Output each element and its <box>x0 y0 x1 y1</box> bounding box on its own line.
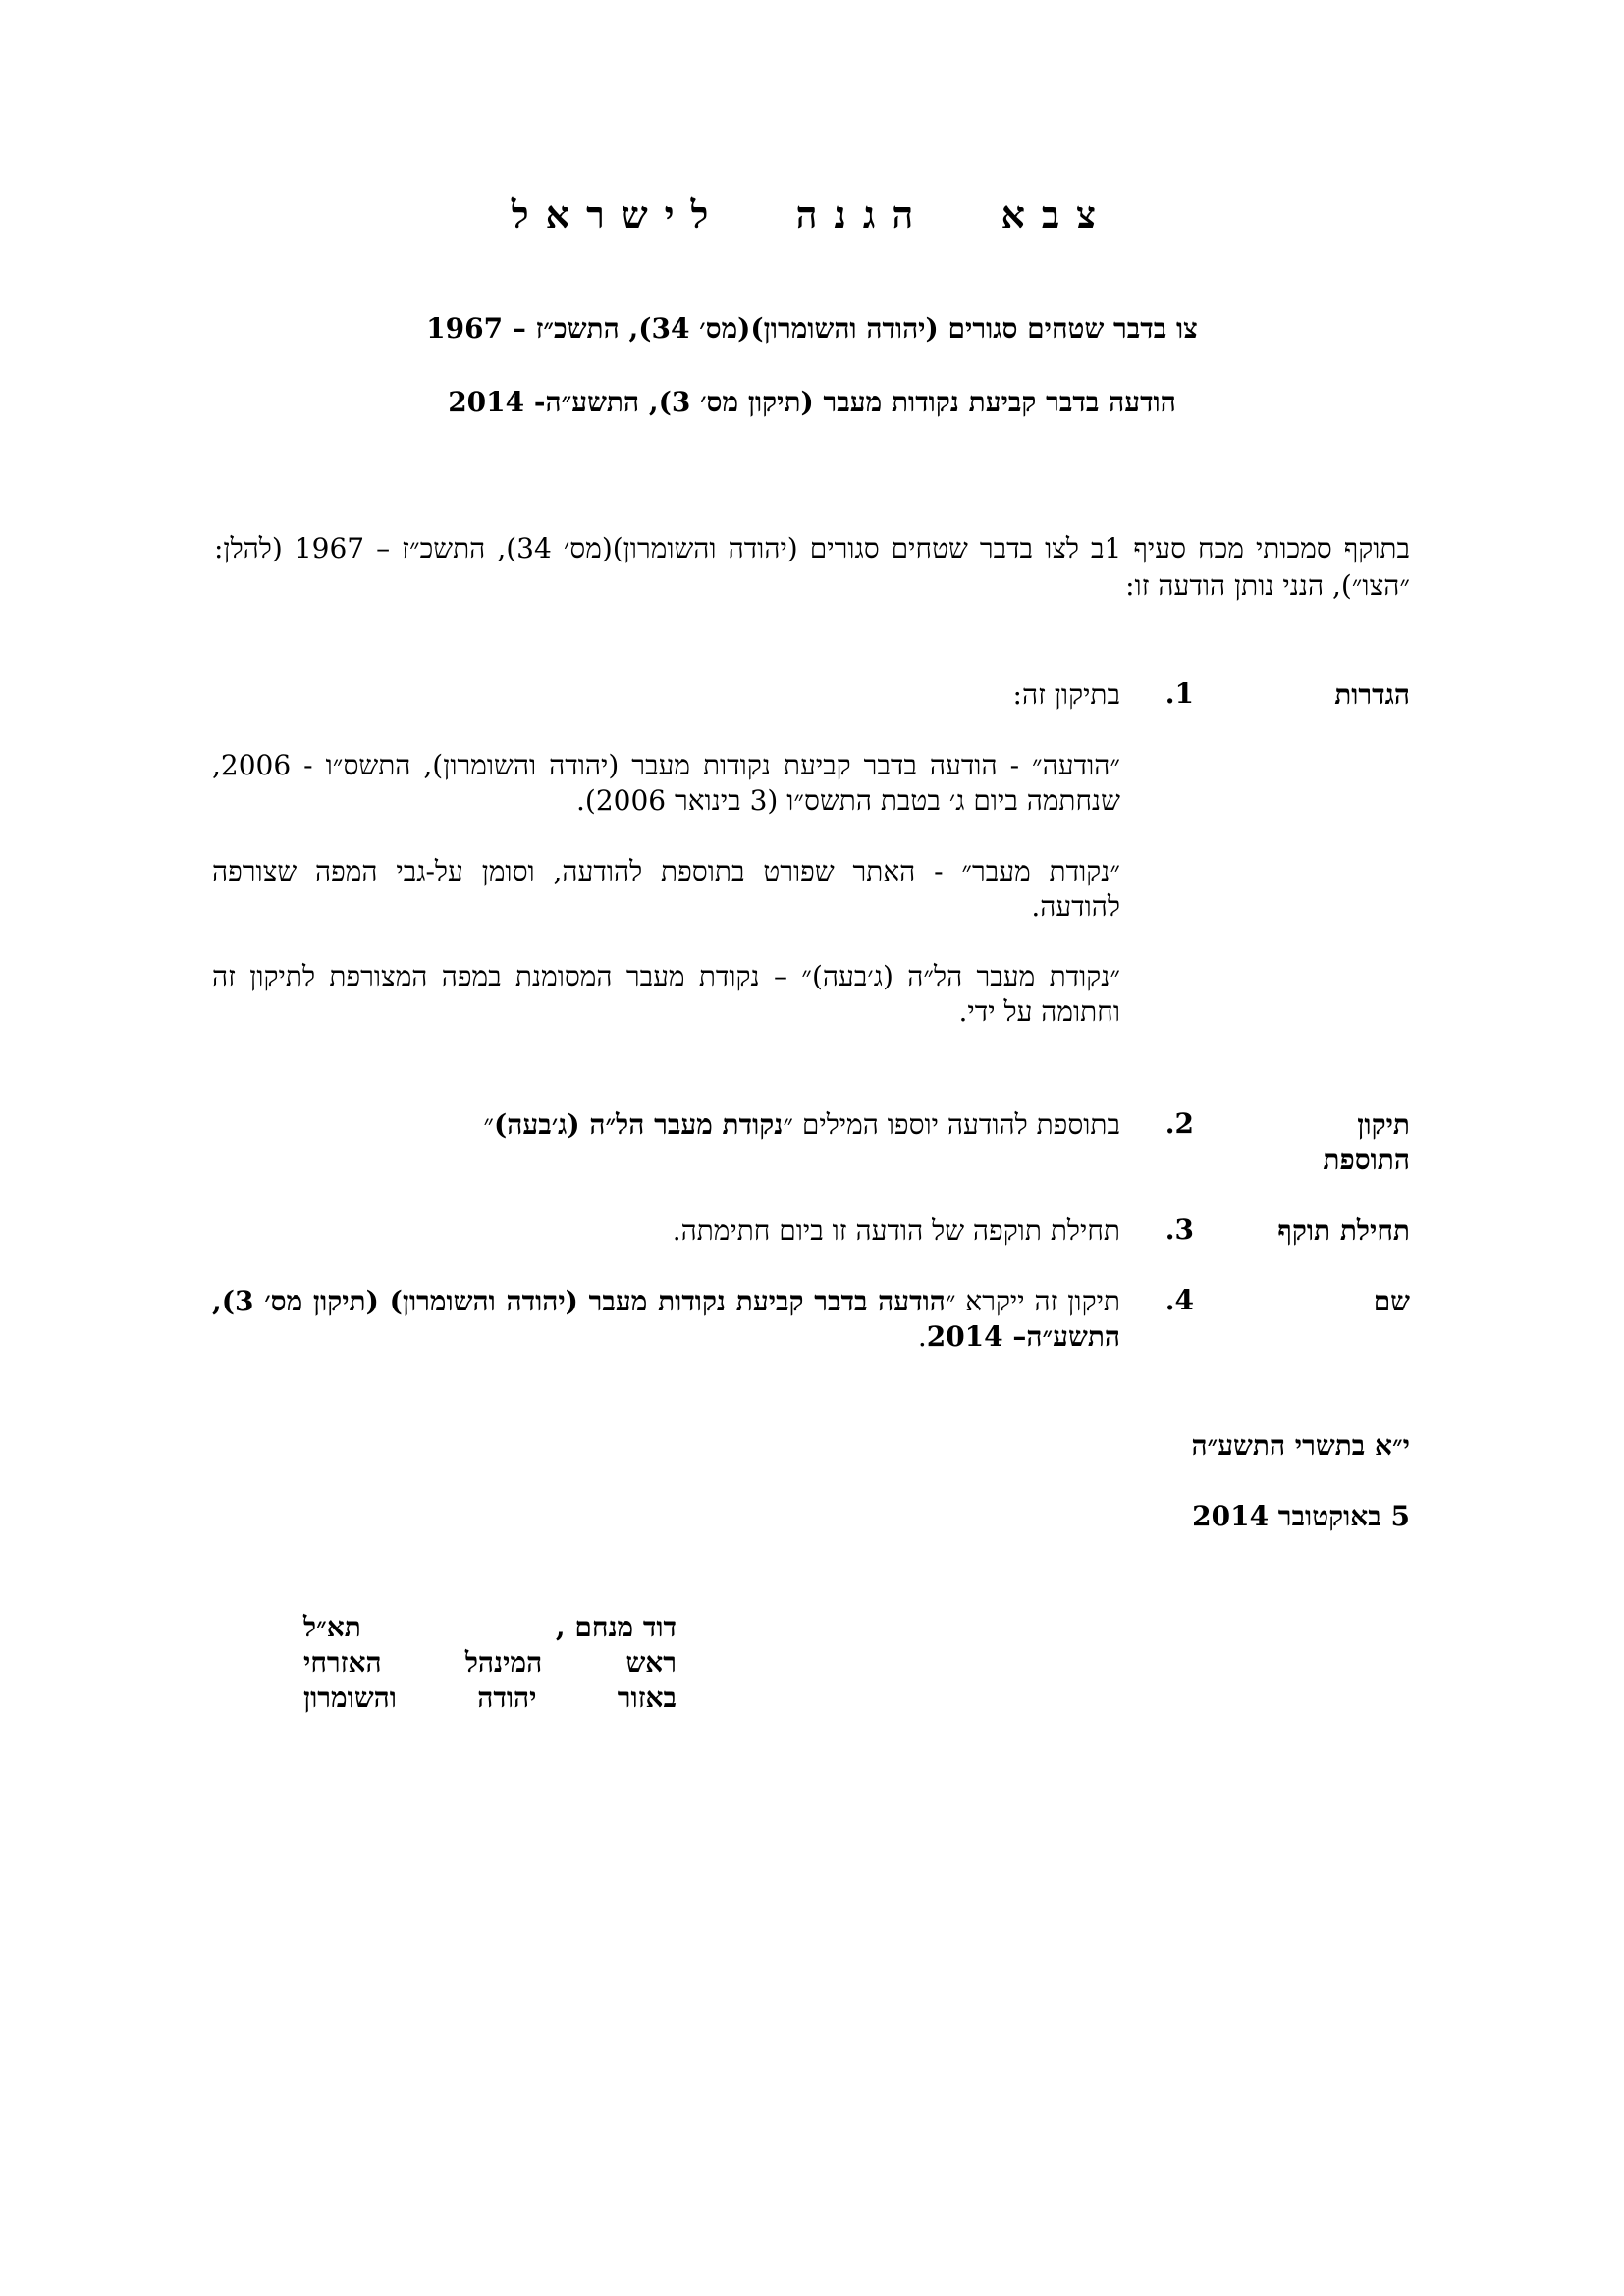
hebrew-date: י״א בתשרי התשע״ה <box>1191 1429 1410 1462</box>
section-1-label: הגדרות <box>1334 678 1410 711</box>
definition-crossing-point: ״נקודת מעבר״ - האתר שפורט בתוספת להודעה, וסומן על-גבי המפה שצורפה להודעה. <box>212 855 1120 923</box>
section-2-number: 2. <box>1164 1107 1194 1140</box>
section-3-number: 3. <box>1164 1213 1194 1246</box>
definition-notice: ״הודעה״ - הודעה בדבר קביעת נקודות מעבר (יהודה והשומרון), התשס״ו - 2006, שנחתמה ביום ג׳ בטבת התשס״ו (3 בינואר 2006). <box>212 749 1120 817</box>
section-2-bold-text: נקודת מעבר הל״ה (ג׳בעה) <box>494 1108 784 1141</box>
signatory-title-row: ראש המינהל האזרחי <box>303 1646 677 1679</box>
section-3-label: תחילת תוקף <box>1277 1214 1410 1247</box>
intro-paragraph: בתוקף סמכותי מכח סעיף 1ב לצו בדבר שטחים סגורים (יהודה והשומרון)(מס׳ 34), התשכ״ז – 1967 (להלן: ״הצו״), הנני נותן הודעה זו: <box>214 532 1410 602</box>
signatory-region-row: באזור יהודה והשומרון <box>303 1682 677 1714</box>
document-title: צבא הגנה לישראל <box>511 192 1113 237</box>
definition-jaba-crossing: ״נקודת מעבר הל״ה (ג׳בעה)״ – נקודת מעבר המסומנת במפה המצורפת לתיקון זה וחתומה על ידי. <box>212 960 1120 1028</box>
section-4-bold-text: הודעה בדבר קביעת נקודות מעבר (יהודה והשומרון) (תיקון מס׳ 3), התשע״ה– 2014 <box>212 1285 1120 1353</box>
section-2-label: תיקון התוספת <box>1323 1108 1410 1176</box>
signatory-name: דוד מנחם , <box>555 1611 677 1643</box>
section-4-number: 4. <box>1164 1284 1194 1316</box>
notice-subtitle: הודעה בדבר קביעת נקודות מעבר (תיקון מס׳ 3), התשע״ה- 2014 <box>448 386 1176 418</box>
section-1-number: 1. <box>1164 677 1194 710</box>
section-4-label: שם <box>1373 1285 1410 1317</box>
gregorian-date: 5 באוקטובר 2014 <box>1192 1500 1410 1532</box>
order-subtitle: צו בדבר שטחים סגורים (יהודה והשומרון)(מס׳ 34), התשכ״ז – 1967 <box>426 312 1198 345</box>
signatory-rank: תא״ל <box>303 1611 361 1643</box>
signature-block <box>303 1610 677 1716</box>
section-1-text: בתיקון זה: <box>1012 678 1120 711</box>
section-4-text: תיקון זה ייקרא ״הודעה בדבר קביעת נקודות מעבר (יהודה והשומרון) (תיקון מס׳ 3), התשע״ה– 2014. <box>212 1285 1120 1353</box>
section-3-text: תחילת תוקפה של הודעה זו ביום חתימתה. <box>672 1214 1120 1247</box>
signatory-name-row <box>303 1610 677 1645</box>
section-2-text: בתוספת להודעה יוספו המילים ״נקודת מעבר הל״ה (ג׳בעה)״ <box>483 1108 1120 1141</box>
